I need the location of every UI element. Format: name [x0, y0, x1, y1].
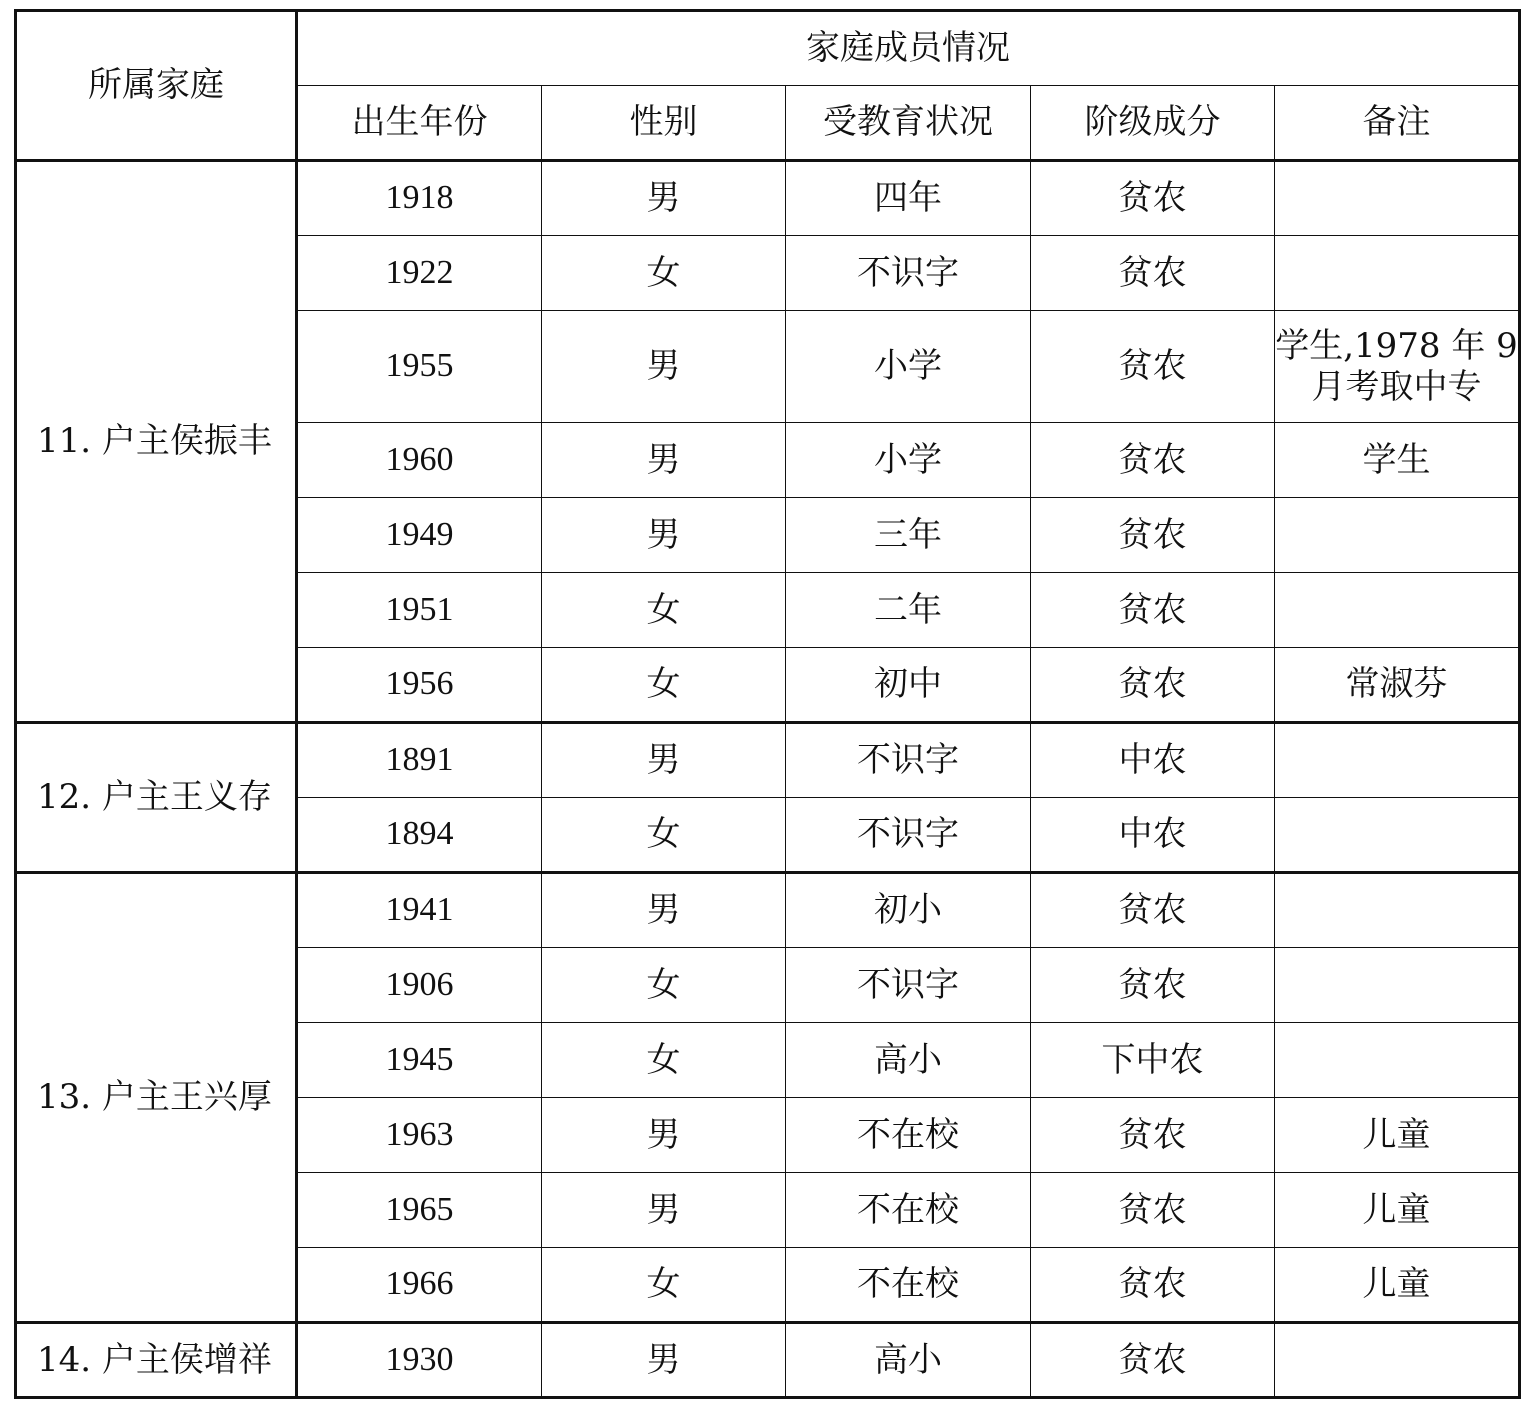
education-cell: 小学: [786, 311, 1031, 423]
education-cell: 不识字: [786, 798, 1031, 873]
birth-year-cell: 1955: [297, 311, 542, 423]
class-status-cell: 贫农: [1031, 1098, 1275, 1173]
gender-cell: 男: [542, 1098, 786, 1173]
education-cell: 不识字: [786, 236, 1031, 311]
birth-year-cell: 1966: [297, 1248, 542, 1323]
household-members-table: [14, 9, 1521, 1399]
birth-year-cell: 1906: [297, 948, 542, 1023]
gender-cell: 男: [542, 873, 786, 948]
table-row: [16, 873, 1520, 948]
birth-year-cell: 1945: [297, 1023, 542, 1098]
note-cell: [1275, 948, 1520, 1023]
note-cell: 儿童: [1275, 1248, 1520, 1323]
note-cell: [1275, 873, 1520, 948]
education-cell: 高小: [786, 1023, 1031, 1098]
note-cell: 学生: [1275, 423, 1520, 498]
table-row: [16, 723, 1520, 798]
education-cell: 二年: [786, 573, 1031, 648]
class-status-cell: 贫农: [1031, 1173, 1275, 1248]
education-cell: 不识字: [786, 723, 1031, 798]
birth-year-cell: 1930: [297, 1323, 542, 1398]
note-cell: [1275, 798, 1520, 873]
class-status-cell: 贫农: [1031, 573, 1275, 648]
gender-cell: 女: [542, 573, 786, 648]
gender-cell: 女: [542, 798, 786, 873]
birth-year-cell: 1960: [297, 423, 542, 498]
birth-year-cell: 1918: [297, 161, 542, 236]
gender-header: 性别: [542, 86, 786, 161]
table-body: [16, 161, 1520, 1398]
gender-cell: 女: [542, 1023, 786, 1098]
gender-cell: 男: [542, 1323, 786, 1398]
class-status-cell: 贫农: [1031, 236, 1275, 311]
family-name-cell: 11. 户主侯振丰: [16, 161, 297, 723]
education-cell: 四年: [786, 161, 1031, 236]
class-status-cell: 贫农: [1031, 873, 1275, 948]
class-status-cell: 贫农: [1031, 161, 1275, 236]
gender-cell: 女: [542, 648, 786, 723]
birth-year-cell: 1922: [297, 236, 542, 311]
header-row-top: [16, 11, 1520, 86]
note-header: 备注: [1275, 86, 1520, 161]
birth-year-cell: 1894: [297, 798, 542, 873]
education-cell: 高小: [786, 1323, 1031, 1398]
education-cell: 不在校: [786, 1098, 1031, 1173]
family-name-cell: 13. 户主王兴厚: [16, 873, 297, 1323]
education-cell: 初中: [786, 648, 1031, 723]
gender-cell: 男: [542, 723, 786, 798]
table-row: [16, 161, 1520, 236]
gender-cell: 男: [542, 423, 786, 498]
gender-cell: 女: [542, 948, 786, 1023]
note-cell: [1275, 573, 1520, 648]
family-column-header: 所属家庭: [16, 11, 297, 161]
education-cell: 不在校: [786, 1173, 1031, 1248]
class-status-header: 阶级成分: [1031, 86, 1275, 161]
education-cell: 初小: [786, 873, 1031, 948]
birth-year-cell: 1956: [297, 648, 542, 723]
class-status-cell: 贫农: [1031, 498, 1275, 573]
gender-cell: 男: [542, 498, 786, 573]
table-row: [16, 1323, 1520, 1398]
table-header: [16, 11, 1520, 161]
education-cell: 小学: [786, 423, 1031, 498]
birth-year-cell: 1965: [297, 1173, 542, 1248]
class-status-cell: 中农: [1031, 798, 1275, 873]
member-group-header: 家庭成员情况: [297, 11, 1520, 86]
birth-year-cell: 1891: [297, 723, 542, 798]
note-cell: 学生,1978 年 9 月考取中专: [1275, 311, 1520, 423]
class-status-cell: 下中农: [1031, 1023, 1275, 1098]
note-cell: [1275, 161, 1520, 236]
education-cell: 不识字: [786, 948, 1031, 1023]
note-cell: [1275, 1023, 1520, 1098]
birth-year-cell: 1951: [297, 573, 542, 648]
education-cell: 不在校: [786, 1248, 1031, 1323]
class-status-cell: 贫农: [1031, 1323, 1275, 1398]
gender-cell: 男: [542, 1173, 786, 1248]
birth-year-header: 出生年份: [297, 86, 542, 161]
birth-year-cell: 1941: [297, 873, 542, 948]
class-status-cell: 贫农: [1031, 423, 1275, 498]
gender-cell: 女: [542, 236, 786, 311]
birth-year-cell: 1963: [297, 1098, 542, 1173]
education-cell: 三年: [786, 498, 1031, 573]
note-cell: [1275, 498, 1520, 573]
class-status-cell: 贫农: [1031, 1248, 1275, 1323]
education-header: 受教育状况: [786, 86, 1031, 161]
note-cell: [1275, 723, 1520, 798]
gender-cell: 男: [542, 311, 786, 423]
note-cell: [1275, 1323, 1520, 1398]
class-status-cell: 中农: [1031, 723, 1275, 798]
class-status-cell: 贫农: [1031, 648, 1275, 723]
family-name-cell: 14. 户主侯增祥: [16, 1323, 297, 1398]
class-status-cell: 贫农: [1031, 948, 1275, 1023]
note-cell: 常淑芬: [1275, 648, 1520, 723]
gender-cell: 男: [542, 161, 786, 236]
class-status-cell: 贫农: [1031, 311, 1275, 423]
family-name-cell: 12. 户主王义存: [16, 723, 297, 873]
note-cell: [1275, 236, 1520, 311]
note-cell: 儿童: [1275, 1173, 1520, 1248]
note-cell: 儿童: [1275, 1098, 1520, 1173]
birth-year-cell: 1949: [297, 498, 542, 573]
gender-cell: 女: [542, 1248, 786, 1323]
